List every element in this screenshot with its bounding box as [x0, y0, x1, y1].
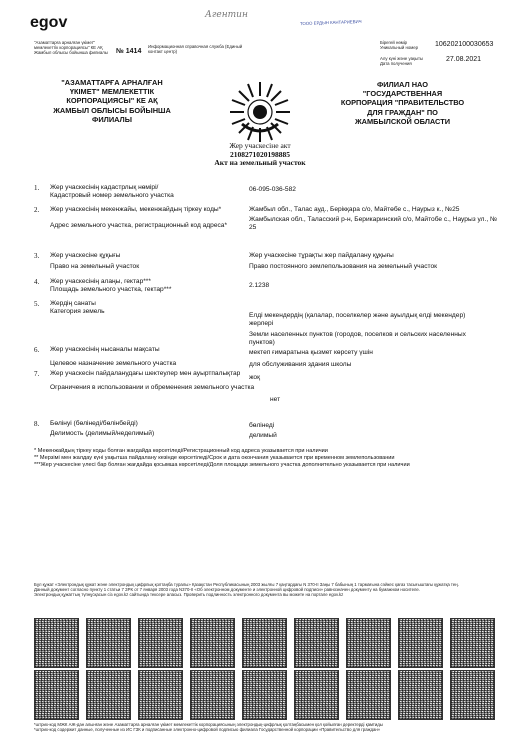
bottom-note: *штрих-код МЖК АЖ-дан алынған және Азаматтарға арналған үкімет мемлекеттік корпорациясының электрондық-цифрлық қолтаңбасымен қол қойылған деректерді қамтиды *штрих-код содержит данные, полученные из ИС ГЗК и подписанные электронно-цифровой подписью филиала Государственной корпорации «Правительство для граждан»	[34, 722, 383, 732]
org-title-ru: ФИЛИАЛ НАО "ГОСУДАРСТВЕННАЯ КОРПОРАЦИЯ "ПРАВИТЕЛЬСТВО ДЛЯ ГРАЖДАН" ПО ЖАМБЫЛСКОЙ ОБЛАСТИ	[340, 80, 465, 126]
qr-code	[450, 670, 495, 720]
footnotes: * Мекенжайдың тіркеу коды болған жағдайда көрсетіледі/Регистрационный код адреса указывается при наличии ** Мерзімі мен жалдау күні уақытша пайдалану кезінде көрсетіледі/Срок и дата окончания указывается при временном землепользовании ***Жер учаскесіне үлесі бар болған жағдайда қосымша көрсетіледі/Доля площади земельного участка дополнительно указывается при наличии	[34, 448, 410, 468]
qr-code	[450, 618, 495, 668]
unique-number-label: Бірегей нөмір Уникальный номер	[380, 40, 418, 50]
qr-code	[346, 670, 391, 720]
qr-code	[294, 618, 339, 668]
qr-code	[242, 618, 287, 668]
unique-number-value: 106202100030653	[435, 41, 494, 48]
state-emblem-icon	[228, 80, 292, 144]
qr-code	[398, 618, 443, 668]
qr-code	[398, 670, 443, 720]
handwritten-note: Агентин	[205, 10, 248, 20]
issuer-ru-small: Информационная справочная служба (Единый контакт центр)	[148, 44, 243, 54]
issuer-kz-block: "Азаматтарға арналған үкімет" мемлекеттік корпорациясы" КЕ АҚ Жамбыл облысы бойынша филиалы	[34, 40, 108, 55]
org-title-kz: "АЗАМАТТАРҒА АРНАЛҒАН ҮКІМЕТ" МЕМЛЕКЕТТІК КОРПОРАЦИЯСЫ" КЕ АҚ ЖАМБЫЛ ОБЛЫСЫ БОЙЫНША ФИЛИАЛЫ	[53, 78, 171, 124]
legal-text: Бұл құжат «Электрондық құжат және электрондық цифрлық қолтаңба туралы» Қазақстан Республикасының 2003 жылғы 7 қаңтардағы N 370-II Заңы 7 бабының 1 тармағына сәйкес қағаз тасығыштағы құжатқа тең. Данный документ согласно пункту 1 статьи 7 ЗРК от 7 января 2003 года N370-II «Об электронном документе и электронной цифровой подписи» равнозначен документу на бумажном носителе. Электрондық құжаттың түпнұсқасын сіз egov.kz сайтында тексере аласыз. Проверить подлинность электронного документа вы можете на портале egov.kz	[34, 582, 459, 597]
qr-code	[86, 670, 131, 720]
qr-code	[138, 618, 183, 668]
qr-code	[34, 670, 79, 720]
doc-number: № 1414	[116, 48, 142, 55]
date-label: Алу күні және уақыты Дата получения	[380, 56, 424, 66]
qr-code	[86, 618, 131, 668]
qr-code	[34, 618, 79, 668]
qr-code	[346, 618, 391, 668]
qr-code	[190, 670, 235, 720]
stamp-text: ТООО ЕРДЫН КАНТАРИЕВИЧ	[299, 18, 362, 27]
act-title: Жер учаскесіне акт 2108271020198885 Акт на земельный участок	[214, 141, 306, 168]
qr-code	[138, 670, 183, 720]
qr-code	[294, 670, 339, 720]
date-value: 27.08.2021	[446, 56, 482, 63]
egov-logo: egov	[30, 14, 68, 31]
qr-code	[242, 670, 287, 720]
qr-code	[190, 618, 235, 668]
